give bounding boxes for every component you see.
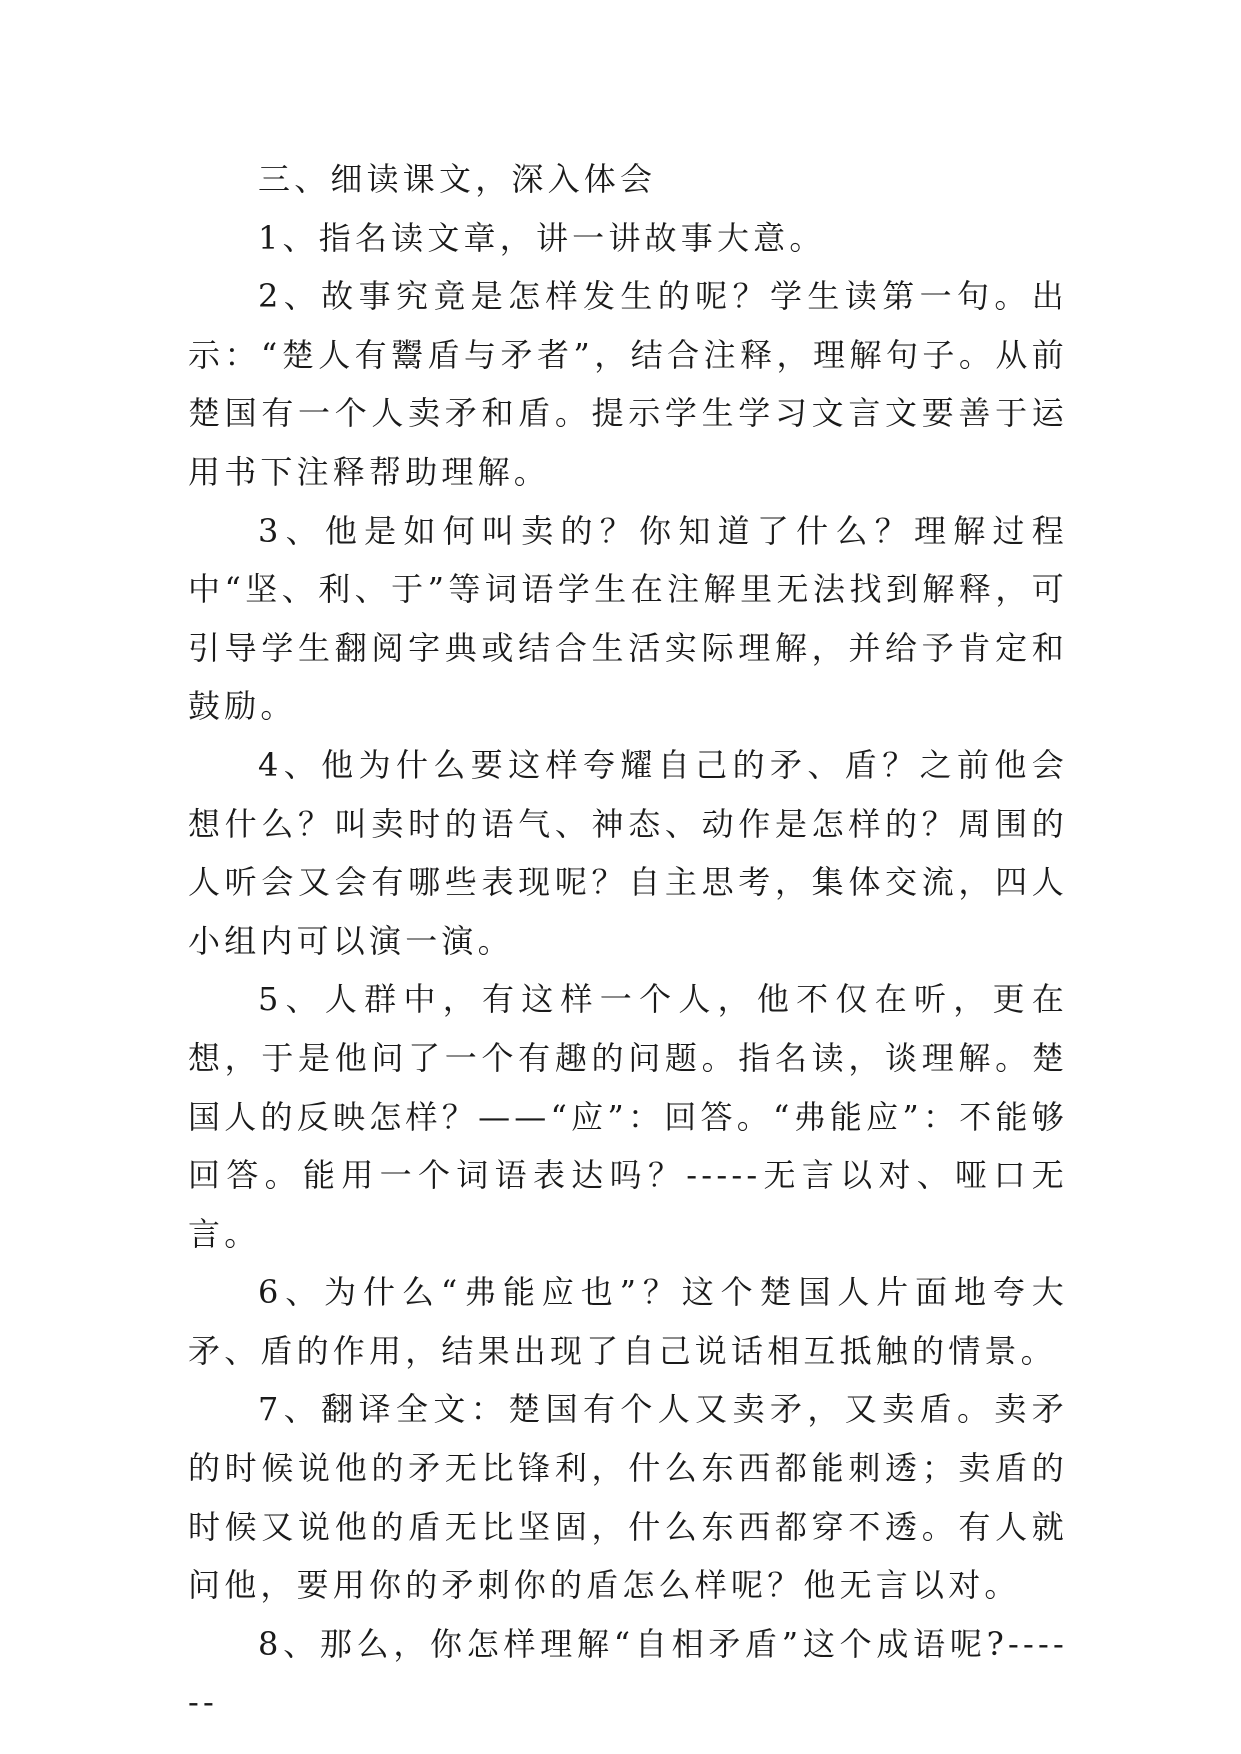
paragraph-step-5: 5、人群中，有这样一个人，他不仅在听，更在想，于是他问了一个有趣的问题。指名读，谈理解。楚国人的反映怎样？——“应”：回答。“弗能应”：不能够回答。能用一个词语表达吗？-----无言以对、哑口无言。 (188, 980, 1068, 1253)
section-heading: 三、细读课文，深入体会 (258, 160, 657, 198)
document-page (188, 150, 1068, 1732)
paragraph-step-1: 1、指名读文章，讲一讲故事大意。 (258, 218, 826, 257)
paragraph-step-6: 6、为什么“弗能应也”？这个楚国人片面地夸大矛、盾的作用，结果出现了自己说话相互抵触的情景。 (188, 1273, 1068, 1370)
paragraph-step-8: 8、那么，你怎样理解“自相矛盾”这个成语呢?------ (188, 1624, 1068, 1722)
paragraph-step-4: 4、他为什么要这样夸耀自己的矛、盾？之前他会想什么？叫卖时的语气、神态、动作是怎样的？周围的人听会又会有哪些表现呢？自主思考，集体交流，四人小组内可以演一演。 (188, 745, 1068, 960)
paragraph-step-2: 2、故事究竟是怎样发生的呢？学生读第一句。出示：“楚人有鬻盾与矛者”，结合注释，理解句子。从前楚国有一个人卖矛和盾。提示学生学习文言文要善于运用书下注释帮助理解。 (188, 277, 1068, 491)
paragraph-step-7: 7、翻译全文：楚国有个人又卖矛，又卖盾。卖矛的时候说他的矛无比锋利，什么东西都能刺透；卖盾的时候又说他的盾无比坚固，什么东西都穿不透。有人就问他，要用你的矛刺你的盾怎么样呢？他无言以对。 (188, 1390, 1068, 1605)
paragraph-step-3: 3、他是如何叫卖的？你知道了什么？理解过程中“坚、利、于”等词语学生在注解里无法找到解释，可引导学生翻阅字典或结合生活实际理解，并给予肯定和鼓励。 (188, 511, 1068, 726)
